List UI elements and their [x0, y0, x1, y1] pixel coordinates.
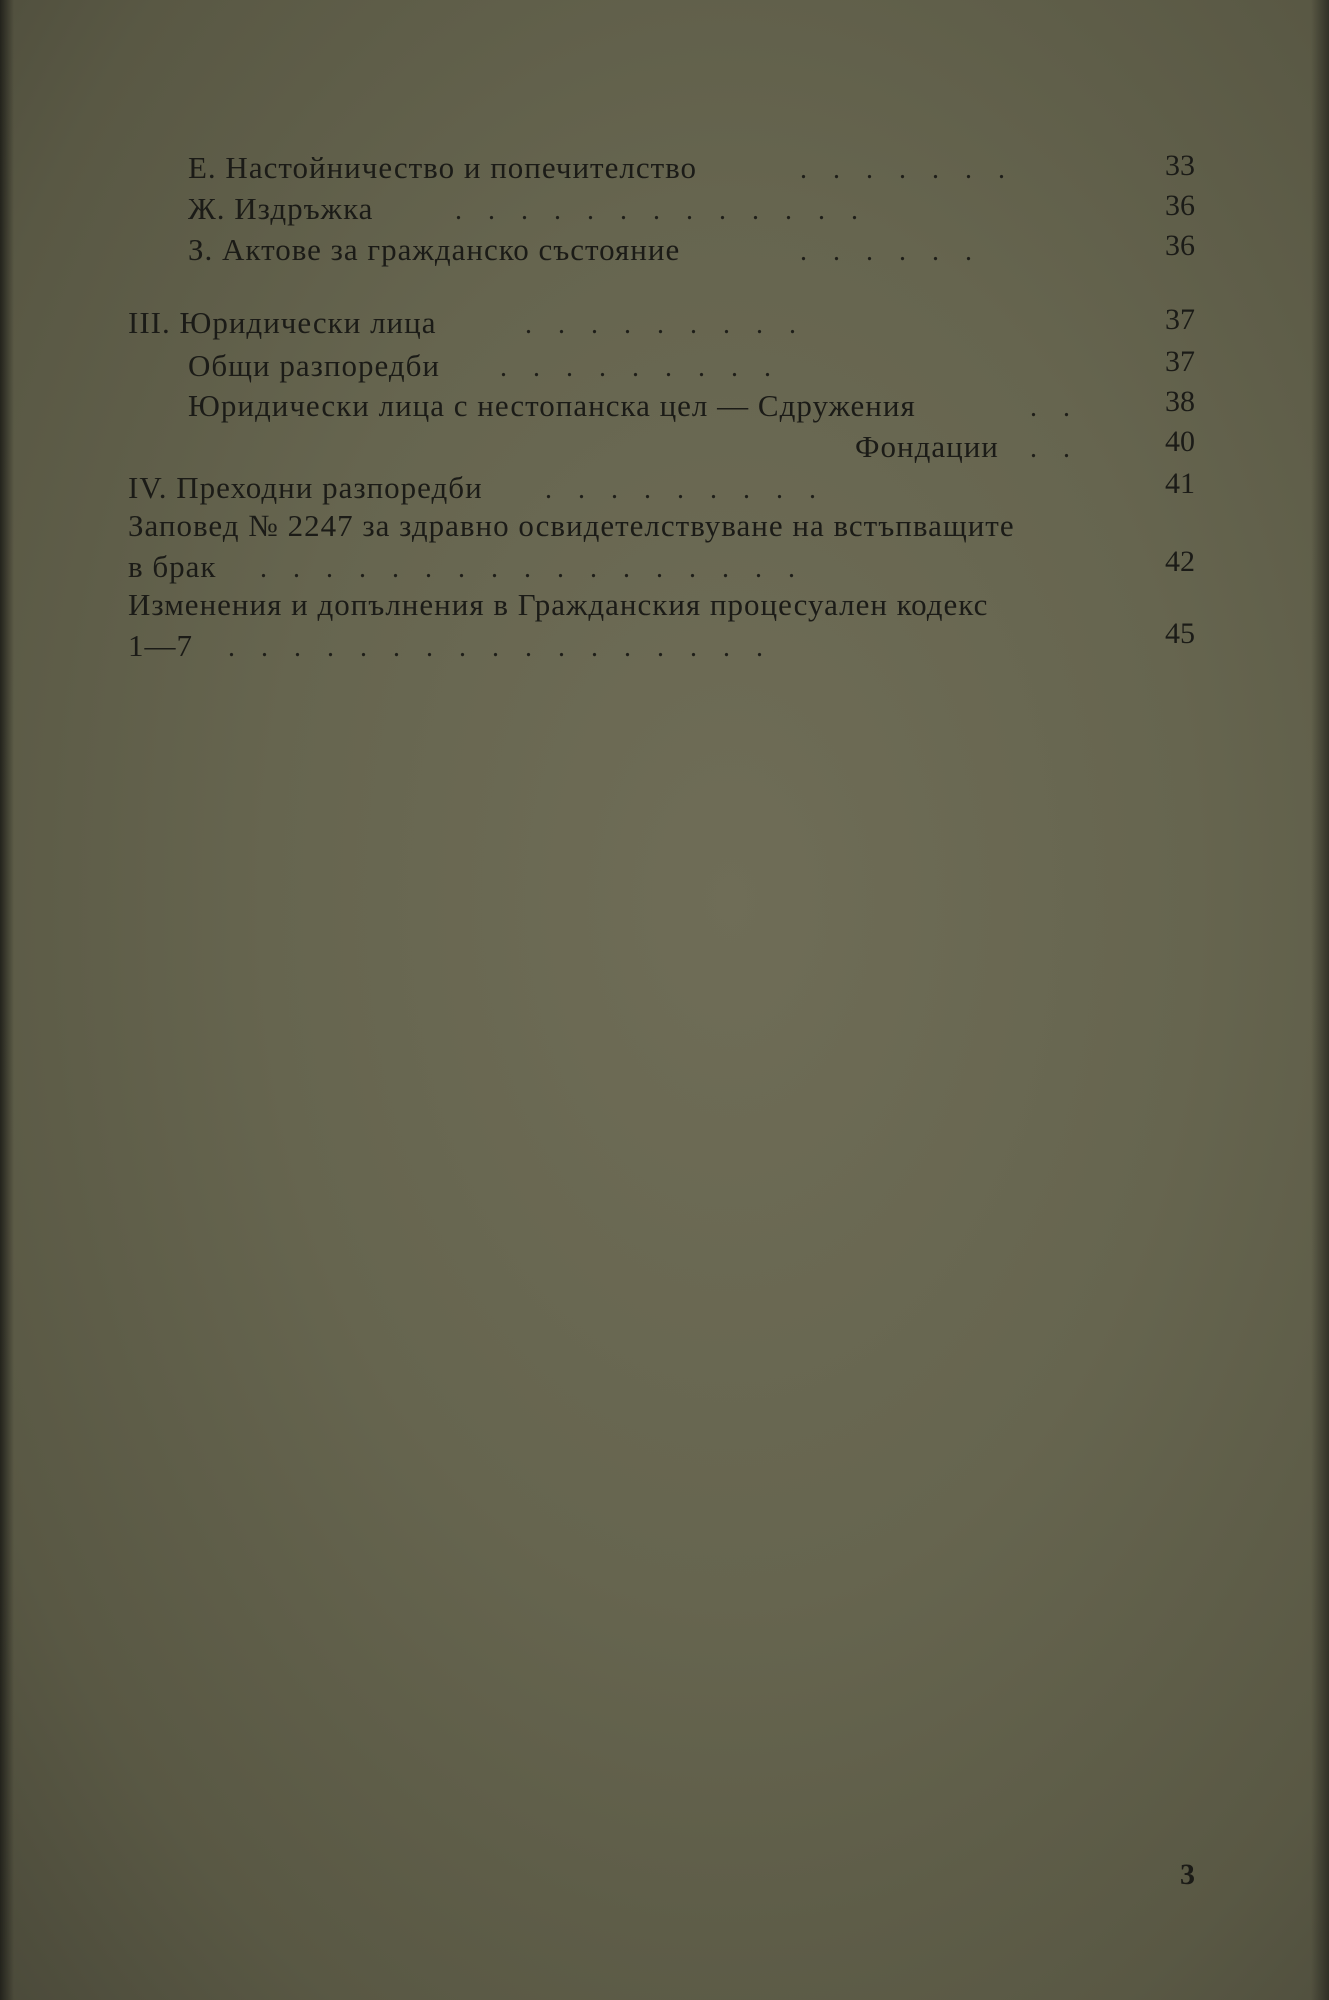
toc-leader-dots: ................. — [228, 632, 789, 663]
toc-entry-label: III. Юридически лица — [128, 305, 437, 340]
page-right-shadow — [1311, 0, 1329, 2000]
toc-entry-label: Юридически лица с нестопанска цел — Сдружения — [188, 388, 916, 423]
toc-leader-dots: .. — [1030, 433, 1096, 464]
toc-entry-page: 36 — [1165, 229, 1195, 262]
toc-entry-label: Изменения и допълнения в Гражданския процесуален кодекс — [128, 587, 989, 622]
toc-entry-label: Заповед № 2247 за здравно освидетелствуване на встъпващите — [128, 508, 1015, 543]
toc-leader-dots: ......... — [525, 309, 822, 340]
toc-entry-label: Ж. Издръжка — [188, 191, 374, 226]
toc-entry-page: 38 — [1165, 385, 1195, 418]
toc-entry-label: Общи разпоредби — [188, 348, 440, 383]
toc-leader-dots: ............. — [455, 195, 884, 226]
toc-entry-label: в брак — [128, 549, 217, 584]
toc-entry-label: 1—7 — [128, 628, 193, 663]
toc-entry-page: 37 — [1165, 345, 1195, 378]
toc-leader-dots: ......... — [500, 352, 797, 383]
toc-entry-page: 33 — [1165, 149, 1195, 182]
page-number: 3 — [1180, 1858, 1195, 1891]
toc-entry-page: 41 — [1165, 467, 1195, 500]
toc-entry-label: Фондации — [855, 429, 999, 464]
toc-entry-page: 36 — [1165, 189, 1195, 222]
toc-entry-page: 40 — [1165, 425, 1195, 458]
toc-entry-page: 37 — [1165, 303, 1195, 336]
toc-leader-dots: ................. — [260, 553, 821, 584]
toc-leader-dots: .. — [1030, 392, 1096, 423]
toc-entry-page: 42 — [1165, 545, 1195, 578]
toc-leader-dots: ...... — [800, 236, 998, 267]
toc-leader-dots: ....... — [800, 154, 1031, 185]
toc-leader-dots: ......... — [545, 474, 842, 505]
page-left-shadow — [0, 0, 14, 2000]
toc-entry-label: IV. Преходни разпоредби — [128, 470, 483, 505]
toc-entry-label: Е. Настойничество и попечителство — [188, 150, 698, 185]
toc-entry-label: З. Актове за гражданско състояние — [188, 232, 681, 267]
toc-entry-page: 45 — [1165, 617, 1195, 650]
